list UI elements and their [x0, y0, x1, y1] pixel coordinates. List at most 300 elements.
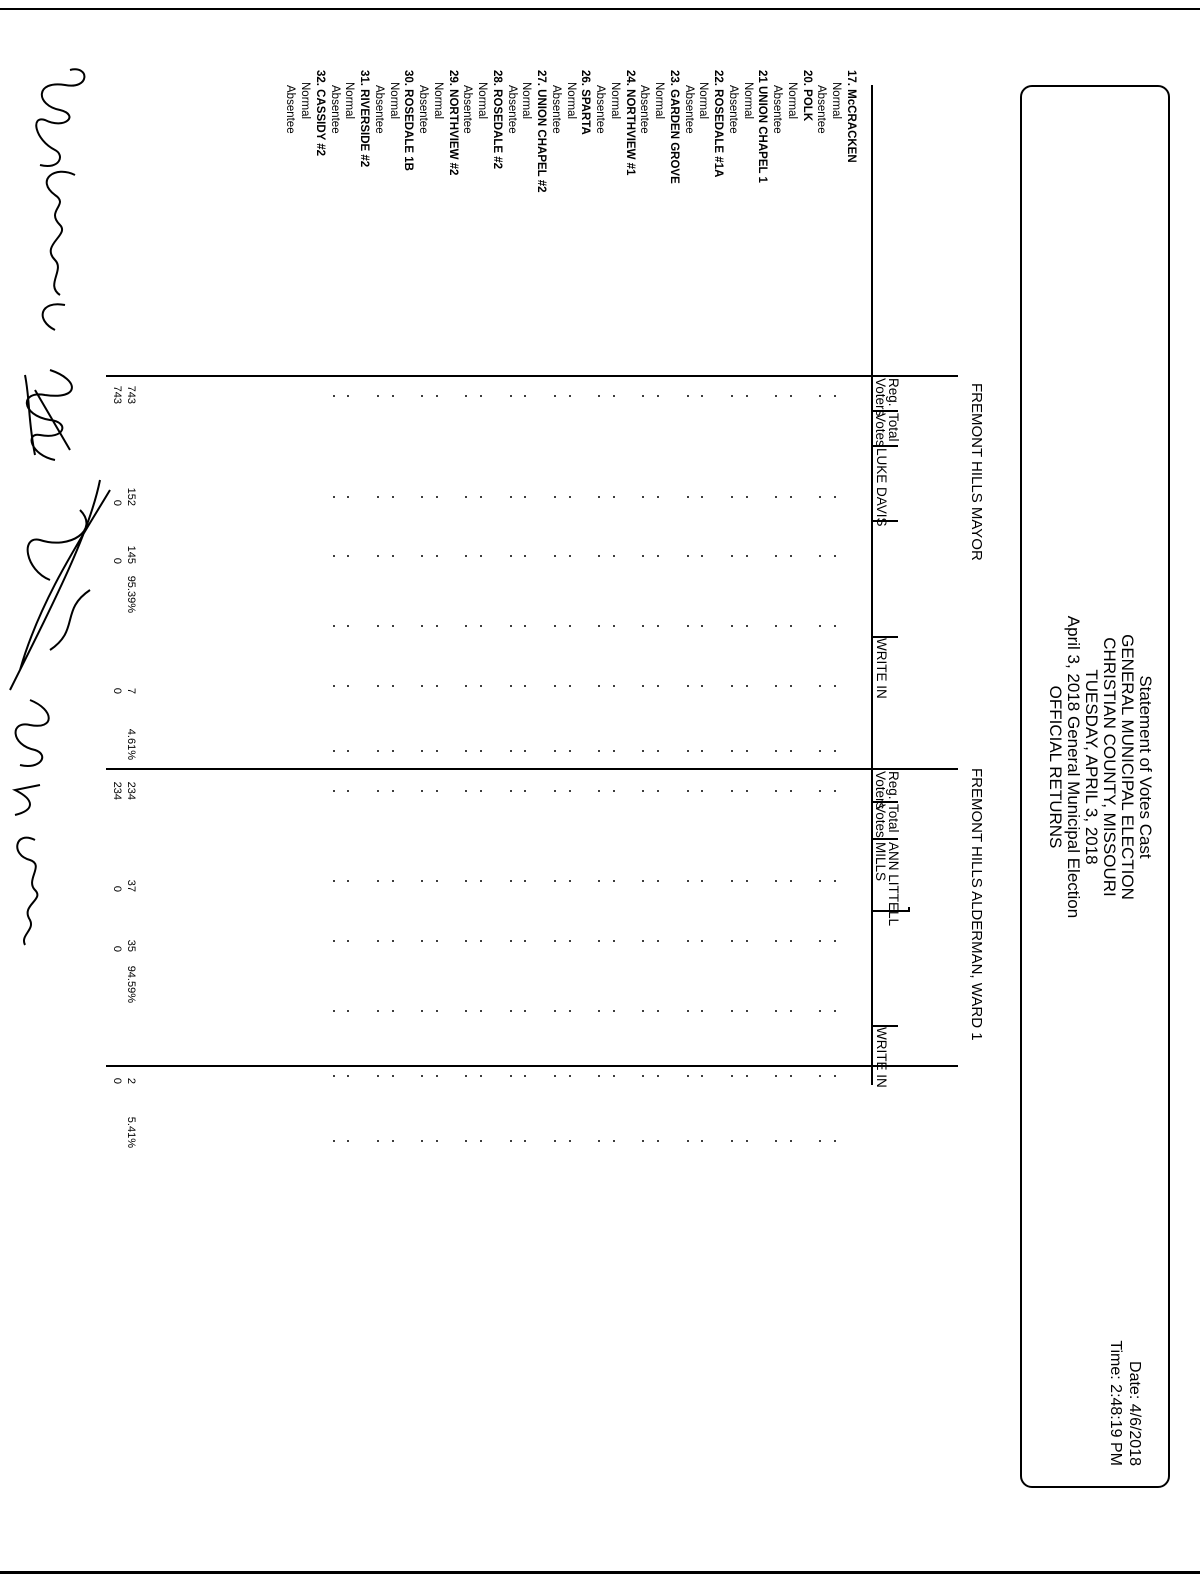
empty-cell-dot [436, 496, 438, 498]
precinct-normal-row: Normal [520, 82, 533, 120]
column-separator [873, 636, 898, 638]
empty-cell-dot [569, 1075, 571, 1077]
empty-cell-dot [436, 790, 438, 792]
empty-cell-dot [775, 685, 777, 687]
title-line: GENERAL MUNICIPAL ELECTION [1118, 634, 1137, 900]
empty-cell-dot [569, 555, 571, 557]
empty-cell-dot [421, 555, 423, 557]
empty-cell-dot [834, 685, 836, 687]
precinct-absentee-row: Absentee [461, 85, 474, 134]
empty-cell-dot [643, 1075, 645, 1077]
empty-cell-dot [525, 496, 527, 498]
empty-cell-dot [569, 790, 571, 792]
empty-cell-dot [466, 1075, 468, 1077]
empty-cell-dot [348, 555, 350, 557]
alderman-absentee-total-votes: 0 [111, 885, 123, 892]
title-line: Statement of Votes Cast [1136, 675, 1155, 859]
empty-cell-dot [480, 395, 482, 397]
empty-cell-dot [598, 880, 600, 882]
empty-cell-dot [643, 555, 645, 557]
empty-cell-dot [510, 395, 512, 397]
header-candidate-luke-davis: LUKE DAVIS [874, 448, 889, 527]
precinct-absentee-row: Absentee [682, 85, 695, 134]
empty-cell-dot [421, 750, 423, 752]
empty-cell-dot [348, 750, 350, 752]
empty-cell-dot [613, 750, 615, 752]
empty-cell-dot [436, 1010, 438, 1012]
precinct-absentee-row: Absentee [550, 85, 562, 134]
empty-cell-dot [569, 1010, 571, 1012]
empty-cell-dot [598, 395, 600, 397]
empty-cell-dot [392, 1010, 394, 1012]
empty-cell-dot [775, 555, 777, 557]
report-title [1046, 567, 1154, 967]
empty-cell-dot [436, 940, 438, 942]
empty-cell-dot [525, 1010, 527, 1012]
empty-cell-dot [613, 1140, 615, 1142]
empty-cell-dot [480, 685, 482, 687]
empty-cell-dot [333, 555, 335, 557]
empty-cell-dot [525, 685, 527, 687]
empty-cell-dot [466, 940, 468, 942]
empty-cell-dot [421, 880, 423, 882]
empty-cell-dot [480, 790, 482, 792]
empty-cell-dot [436, 395, 438, 397]
empty-cell-dot [702, 496, 704, 498]
empty-cell-dot [790, 625, 792, 627]
column-header-tick [897, 520, 899, 521]
empty-cell-dot [731, 496, 733, 498]
empty-cell-dot [377, 1010, 379, 1012]
empty-cell-dot [820, 625, 822, 627]
empty-cell-dot [657, 790, 659, 792]
empty-cell-dot [466, 1010, 468, 1012]
empty-cell-dot [746, 685, 748, 687]
empty-cell-dot [687, 750, 689, 752]
empty-cell-dot [657, 496, 659, 498]
empty-cell-dot [480, 940, 482, 942]
empty-cell-dot [525, 940, 527, 942]
empty-cell-dot [480, 555, 482, 557]
empty-cell-dot [775, 395, 777, 397]
empty-cell-dot [746, 880, 748, 882]
empty-cell-dot [702, 750, 704, 752]
empty-cell-dot [480, 880, 482, 882]
empty-cell-dot [746, 790, 748, 792]
empty-cell-dot [657, 880, 659, 882]
title-line: April 3, 2018 General Municipal Election [1064, 615, 1083, 919]
empty-cell-dot [333, 1075, 335, 1077]
empty-cell-dot [421, 1010, 423, 1012]
precinct-normal-row: Normal [609, 82, 621, 120]
precinct-normal-row: Normal [387, 82, 400, 120]
empty-cell-dot [377, 940, 379, 942]
empty-cell-dot [687, 790, 689, 792]
alderman-normal-ann-littell-mills-votes: 35 [125, 939, 137, 952]
precinct-normal-row: Normal [653, 82, 666, 120]
empty-cell-dot [613, 880, 615, 882]
empty-cell-dot [790, 1140, 792, 1142]
alderman-normal-write-in-votes: 2 [125, 1077, 137, 1084]
empty-cell-dot [436, 625, 438, 627]
empty-cell-dot [834, 790, 836, 792]
empty-cell-dot [643, 1010, 645, 1012]
empty-cell-dot [436, 1140, 438, 1142]
empty-cell-dot [554, 750, 556, 752]
empty-cell-dot [834, 555, 836, 557]
empty-cell-dot [820, 1010, 822, 1012]
empty-cell-dot [613, 1075, 615, 1077]
empty-cell-dot [613, 625, 615, 627]
empty-cell-dot [820, 940, 822, 942]
precinct-absentee-row: Absentee [417, 85, 430, 134]
empty-cell-dot [510, 940, 512, 942]
empty-cell-dot [687, 625, 689, 627]
precinct-name: 31. RIVERSIDE #2 [358, 70, 371, 168]
empty-cell-dot [657, 750, 659, 752]
alderman-absentee-write-in-votes: 0 [111, 1077, 123, 1084]
empty-cell-dot [348, 685, 350, 687]
empty-cell-dot [377, 395, 379, 397]
empty-cell-dot [687, 685, 689, 687]
empty-cell-dot [569, 625, 571, 627]
empty-cell-dot [790, 1075, 792, 1077]
empty-cell-dot [790, 1010, 792, 1012]
table-header-rule [872, 85, 874, 1085]
alderman-absentee-ann-littell-mills-votes: 0 [111, 945, 123, 952]
header-candidate-ann-littell-mills: ANN LITTELL MILLS [873, 842, 901, 927]
precinct-normal-row: Normal [476, 82, 489, 120]
empty-cell-dot [377, 1140, 379, 1142]
empty-cell-dot [348, 940, 350, 942]
empty-cell-dot [820, 1140, 822, 1142]
empty-cell-dot [554, 685, 556, 687]
empty-cell-dot [687, 1075, 689, 1077]
column-separator [873, 1025, 898, 1027]
precinct-name: 32. CASSIDY #2 [314, 70, 326, 157]
empty-cell-dot [731, 880, 733, 882]
empty-cell-dot [820, 395, 822, 397]
empty-cell-dot [348, 496, 350, 498]
empty-cell-dot [421, 940, 423, 942]
alderman-normal-write-in-pct: 5.41% [125, 1116, 137, 1148]
title-line: CHRISTIAN COUNTY, MISSOURI [1100, 637, 1119, 897]
empty-cell-dot [834, 1010, 836, 1012]
alderman-normal-total-votes: 37 [125, 879, 137, 892]
empty-cell-dot [834, 750, 836, 752]
title-line: TUESDAY, APRIL 3, 2018 [1082, 669, 1101, 865]
empty-cell-dot [554, 555, 556, 557]
report-header [1020, 85, 1170, 1488]
empty-cell-dot [687, 555, 689, 557]
empty-cell-dot [790, 940, 792, 942]
empty-cell-dot [731, 940, 733, 942]
empty-cell-dot [569, 685, 571, 687]
empty-cell-dot [834, 395, 836, 397]
empty-cell-dot [510, 496, 512, 498]
header-write-in: WRITE IN [874, 638, 889, 699]
empty-cell-dot [377, 496, 379, 498]
precinct-name: 22. ROSEDALE #1A [712, 70, 725, 178]
mayor-absentee-write-in-votes: 0 [111, 687, 123, 694]
empty-cell-dot [613, 790, 615, 792]
empty-cell-dot [643, 790, 645, 792]
empty-cell-dot [746, 1075, 748, 1077]
precinct-absentee-row: Absentee [284, 85, 297, 134]
empty-cell-dot [421, 1075, 423, 1077]
empty-cell-dot [598, 940, 600, 942]
mayor-normal-luke-davis-pct: 95.39% [125, 575, 137, 613]
header-write-in: WRITE IN [874, 1027, 889, 1088]
empty-cell-dot [820, 1075, 822, 1077]
empty-cell-dot [554, 880, 556, 882]
empty-cell-dot [775, 940, 777, 942]
precinct-name: 30. ROSEDALE 1B [402, 70, 415, 171]
alderman-normal-ann-littell-mills-pct: 94.59% [125, 965, 137, 1003]
empty-cell-dot [643, 880, 645, 882]
empty-cell-dot [436, 555, 438, 557]
empty-cell-dot [687, 395, 689, 397]
empty-cell-dot [731, 555, 733, 557]
mayor-normal-write-in-votes: 7 [125, 687, 137, 694]
precinct-absentee-row: Absentee [638, 85, 651, 134]
empty-cell-dot [569, 880, 571, 882]
mayor-absentee-luke-davis-votes: 0 [111, 557, 123, 564]
empty-cell-dot [834, 880, 836, 882]
header-total-votes: Total Votes [873, 413, 901, 447]
empty-cell-dot [348, 1075, 350, 1077]
empty-cell-dot [731, 750, 733, 752]
empty-cell-dot [834, 1075, 836, 1077]
precinct-name: 21 UNION CHAPEL 1 [756, 70, 769, 183]
empty-cell-dot [392, 1075, 394, 1077]
empty-cell-dot [702, 395, 704, 397]
empty-cell-dot [377, 685, 379, 687]
mayor-normal-total-votes: 152 [125, 487, 137, 506]
empty-cell-dot [702, 1010, 704, 1012]
empty-cell-dot [466, 880, 468, 882]
empty-cell-dot [746, 395, 748, 397]
precinct-normal-row: Normal [830, 82, 843, 120]
empty-cell-dot [775, 496, 777, 498]
mayor-normal-luke-davis-votes: 145 [125, 545, 137, 564]
empty-cell-dot [687, 1140, 689, 1142]
empty-cell-dot [746, 625, 748, 627]
empty-cell-dot [834, 496, 836, 498]
empty-cell-dot [687, 496, 689, 498]
empty-cell-dot [702, 880, 704, 882]
empty-cell-dot [790, 750, 792, 752]
empty-cell-dot [643, 750, 645, 752]
empty-cell-dot [834, 625, 836, 627]
empty-cell-dot [510, 1140, 512, 1142]
empty-cell-dot [333, 1140, 335, 1142]
empty-cell-dot [775, 625, 777, 627]
empty-cell-dot [731, 1010, 733, 1012]
empty-cell-dot [421, 790, 423, 792]
precinct-name: 17. McCRACKEN [845, 70, 857, 163]
empty-cell-dot [775, 880, 777, 882]
empty-cell-dot [333, 625, 335, 627]
empty-cell-dot [687, 880, 689, 882]
empty-cell-dot [466, 685, 468, 687]
empty-cell-dot [731, 625, 733, 627]
empty-cell-dot [613, 940, 615, 942]
precinct-normal-row: Normal [786, 82, 798, 120]
precinct-list [283, 70, 858, 370]
empty-cell-dot [657, 685, 659, 687]
precinct-absentee-row: Absentee [771, 85, 784, 134]
empty-cell-dot [731, 395, 733, 397]
empty-cell-dot [657, 940, 659, 942]
empty-cell-dot [333, 685, 335, 687]
report-timestamp [1106, 1340, 1144, 1466]
empty-cell-dot [613, 395, 615, 397]
precinct-name: 24. NORTHVIEW #1 [623, 70, 636, 176]
empty-cell-dot [333, 496, 335, 498]
empty-cell-dot [392, 1140, 394, 1142]
empty-cell-dot [746, 1140, 748, 1142]
empty-cell-dot [790, 496, 792, 498]
header-reg-voters: Reg. Voters [873, 771, 901, 810]
empty-cell-dot [436, 880, 438, 882]
empty-cell-dot [348, 1010, 350, 1012]
precinct-name: 27. UNION CHAPEL #2 [535, 70, 548, 193]
empty-cell-dot [657, 395, 659, 397]
empty-cell-dot [525, 1075, 527, 1077]
empty-cell-dot [746, 496, 748, 498]
empty-cell-dot [820, 750, 822, 752]
empty-cell-dot [333, 940, 335, 942]
empty-cell-dot [613, 555, 615, 557]
empty-cell-dot [466, 790, 468, 792]
empty-cell-dot [510, 1010, 512, 1012]
empty-cell-dot [554, 1075, 556, 1077]
empty-cell-dot [525, 555, 527, 557]
empty-cell-dot [377, 1075, 379, 1077]
empty-cell-dot [480, 1140, 482, 1142]
empty-cell-dot [613, 1010, 615, 1012]
empty-cell-dot [554, 790, 556, 792]
empty-cell-dot [657, 1010, 659, 1012]
empty-cell-dot [510, 1075, 512, 1077]
empty-cell-dot [436, 750, 438, 752]
mayor-absentee-reg-voters: 743 [111, 385, 123, 404]
empty-cell-dot [525, 1140, 527, 1142]
empty-cell-dot [687, 1010, 689, 1012]
empty-cell-dot [392, 790, 394, 792]
empty-cell-dot [820, 685, 822, 687]
column-header-tick [909, 907, 911, 912]
empty-cell-dot [333, 395, 335, 397]
contest-title-alderman: FREMONT HILLS ALDERMAN, WARD 1 [968, 768, 985, 1041]
empty-cell-dot [525, 880, 527, 882]
empty-cell-dot [466, 625, 468, 627]
empty-cell-dot [731, 1140, 733, 1142]
precinct-normal-row: Normal [564, 82, 577, 120]
empty-cell-dot [643, 395, 645, 397]
empty-cell-dot [790, 880, 792, 882]
empty-cell-dot [525, 395, 527, 397]
empty-cell-dot [598, 1140, 600, 1142]
empty-cell-dot [392, 496, 394, 498]
empty-cell-dot [466, 750, 468, 752]
column-separator [873, 838, 898, 840]
empty-cell-dot [790, 685, 792, 687]
empty-cell-dot [480, 750, 482, 752]
empty-cell-dot [421, 685, 423, 687]
empty-cell-dot [510, 790, 512, 792]
empty-cell-dot [480, 625, 482, 627]
empty-cell-dot [775, 790, 777, 792]
empty-cell-dot [775, 1010, 777, 1012]
empty-cell-dot [377, 880, 379, 882]
empty-cell-dot [702, 555, 704, 557]
empty-cell-dot [554, 625, 556, 627]
empty-cell-dot [820, 790, 822, 792]
empty-cell-dot [510, 685, 512, 687]
empty-cell-dot [598, 790, 600, 792]
empty-cell-dot [510, 555, 512, 557]
empty-cell-dot [657, 1075, 659, 1077]
empty-cell-dot [392, 750, 394, 752]
empty-cell-dot [790, 555, 792, 557]
empty-cell-dot [746, 940, 748, 942]
empty-cell-dot [643, 1140, 645, 1142]
signature-3 [0, 470, 120, 700]
empty-cell-dot [392, 625, 394, 627]
empty-cell-dot [598, 625, 600, 627]
empty-cell-dot [643, 940, 645, 942]
empty-cell-dot [348, 790, 350, 792]
empty-cell-dot [598, 685, 600, 687]
empty-cell-dot [466, 555, 468, 557]
empty-cell-dot [613, 685, 615, 687]
precinct-name: 20. POLK [800, 70, 813, 122]
header-total-votes: Total Votes [873, 804, 901, 838]
empty-cell-dot [569, 940, 571, 942]
empty-cell-dot [510, 880, 512, 882]
empty-cell-dot [333, 1010, 335, 1012]
empty-cell-dot [392, 880, 394, 882]
precinct-name: 29. NORTHVIEW #2 [446, 70, 459, 176]
precinct-normal-row: Normal [299, 82, 312, 120]
empty-cell-dot [377, 790, 379, 792]
empty-cell-dot [834, 940, 836, 942]
empty-cell-dot [775, 750, 777, 752]
mayor-normal-write-in-pct: 4.61% [125, 728, 137, 760]
empty-cell-dot [392, 555, 394, 557]
empty-cell-dot [348, 395, 350, 397]
empty-cell-dot [348, 880, 350, 882]
empty-cell-dot [790, 395, 792, 397]
precinct-absentee-row: Absentee [373, 85, 385, 134]
contest-divider-right [106, 1065, 958, 1067]
empty-cell-dot [466, 395, 468, 397]
empty-cell-dot [333, 880, 335, 882]
empty-cell-dot [702, 625, 704, 627]
empty-cell-dot [554, 940, 556, 942]
empty-cell-dot [510, 625, 512, 627]
empty-cell-dot [820, 555, 822, 557]
empty-cell-dot [731, 790, 733, 792]
empty-cell-dot [569, 750, 571, 752]
empty-cell-dot [392, 940, 394, 942]
precinct-normal-row: Normal [432, 82, 444, 120]
empty-cell-dot [657, 555, 659, 557]
empty-cell-dot [820, 880, 822, 882]
empty-cell-dot [657, 625, 659, 627]
